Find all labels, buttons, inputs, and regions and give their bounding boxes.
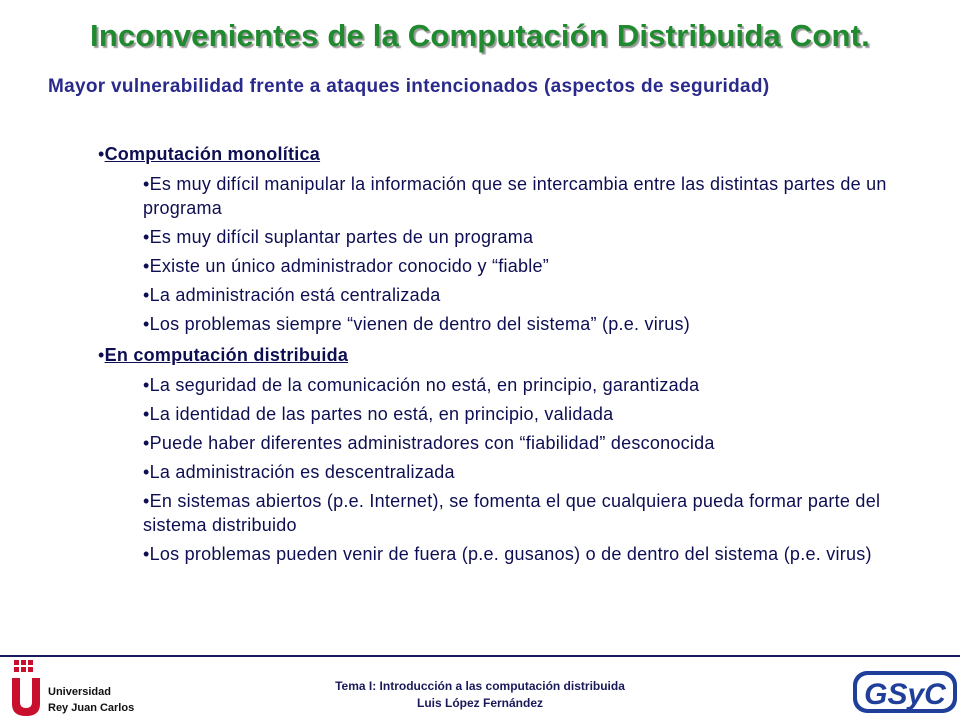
list-item-text: La seguridad de la comunicación no está, en principio, garantizada	[149, 375, 700, 395]
list-item: •Los problemas siempre “vienen de dentro del sistema” (p.e. virus)	[143, 314, 691, 334]
list-item: •Los problemas pueden venir de fuera (p.e. gusanos) o de dentro del sistema (p.e. virus)	[143, 544, 872, 564]
section-distributed	[0, 341, 960, 566]
list-item-text: Es muy difícil suplantar partes de un programa	[149, 227, 534, 247]
slide-title: Inconvenientes de la Computación Distribuida Cont.	[90, 18, 870, 53]
list-item-text: La administración es descentralizada	[149, 462, 455, 482]
university-name-line2: Rey Juan Carlos	[48, 702, 135, 714]
list-item-text: La administración está centralizada	[149, 285, 441, 305]
footer-author: Luis López Fernández	[416, 696, 543, 710]
slide-content	[0, 140, 960, 571]
list-item-text: Los problemas pueden venir de fuera (p.e. gusanos) o de dentro del sistema (p.e. virus)	[149, 544, 872, 564]
gsyc-logo-icon	[852, 668, 958, 716]
section-monolithic	[0, 140, 960, 336]
list-item: •Es muy difícil manipular la información que se intercambia entre las distintas partes de un programa	[143, 174, 887, 218]
list-item: •Puede haber diferentes administradores con “fiabilidad” desconocida	[143, 433, 715, 453]
list-item: •La administración es descentralizada	[143, 462, 455, 482]
list-item: •Es muy difícil suplantar partes de un programa	[143, 227, 534, 247]
list-item: •La administración está centralizada	[143, 285, 441, 305]
list-item-text: Existe un único administrador conocido y “fiable”	[149, 256, 550, 276]
section-heading-label: En computación distribuida	[104, 345, 349, 365]
gsyc-logo-text: GSyC	[864, 678, 946, 711]
list-item-text: Puede haber diferentes administradores con “fiabilidad” desconocida	[149, 433, 715, 453]
footer-divider	[0, 655, 960, 657]
list-item-text: Los problemas siempre “vienen de dentro del sistema” (p.e. virus)	[149, 314, 691, 334]
university-name-line1: Universidad	[48, 686, 111, 698]
footer-topic: Tema I: Introducción a las computación distribuida	[335, 679, 625, 693]
list-item-text: En sistemas abiertos (p.e. Internet), se fomenta el que cualquiera pueda formar parte del sistema distribuido	[143, 491, 881, 535]
list-item: •Existe un único administrador conocido y “fiable”	[143, 256, 550, 276]
section-heading-label: Computación monolítica	[104, 144, 321, 164]
list-item: •En sistemas abiertos (p.e. Internet), se fomenta el que cualquiera pueda formar parte del sistema distribuido	[143, 491, 881, 535]
footer-caption	[0, 678, 960, 712]
list-item: •La identidad de las partes no está, en principio, validada	[143, 404, 614, 424]
section-heading: •Computación monolítica	[98, 144, 321, 164]
slide-subtitle: Mayor vulnerabilidad frente a ataques intencionados (aspectos de seguridad)	[48, 76, 770, 97]
list-item-text: Es muy difícil manipular la información que se intercambia entre las distintas partes de un programa	[143, 174, 887, 218]
section-heading: •En computación distribuida	[98, 345, 349, 365]
list-item-text: La identidad de las partes no está, en principio, validada	[149, 404, 614, 424]
list-item: •La seguridad de la comunicación no está, en principio, garantizada	[143, 375, 700, 395]
